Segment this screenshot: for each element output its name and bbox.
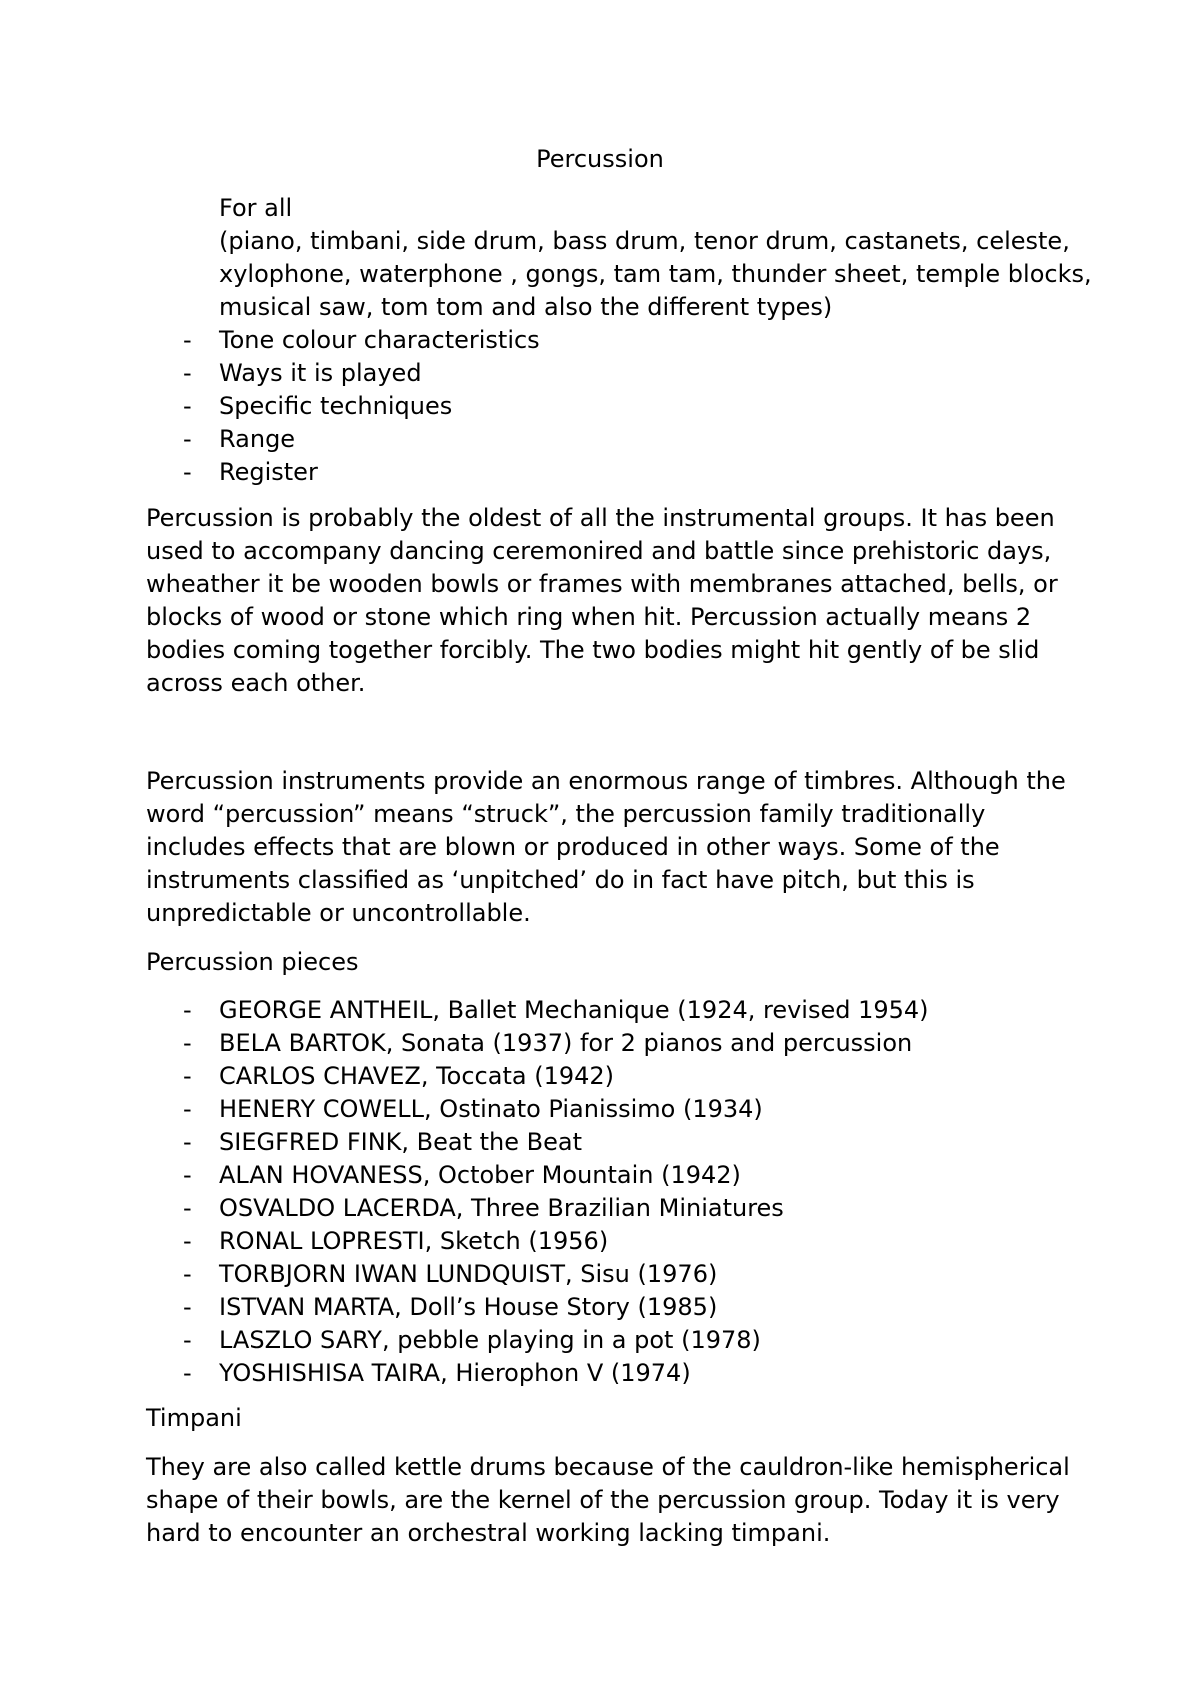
list-item-text: Tone colour characteristics — [219, 326, 540, 354]
list-item — [0, 456, 1200, 489]
list-item — [0, 1225, 1200, 1258]
percussion-pieces-list — [0, 994, 1200, 1390]
for-all-block — [219, 192, 1099, 324]
list-item — [0, 1258, 1200, 1291]
bullet-dash: - — [183, 996, 192, 1024]
list-item-text: OSVALDO LACERDA, Three Brazilian Miniatures — [219, 1194, 784, 1222]
timpani-heading: Timpani — [146, 1404, 242, 1432]
bullet-dash: - — [183, 1227, 192, 1255]
document-title: Percussion — [536, 145, 664, 173]
bullet-dash: - — [183, 359, 192, 387]
list-item — [0, 1324, 1200, 1357]
bullet-dash: - — [183, 1260, 192, 1288]
list-item-text: ISTVAN MARTA, Doll’s House Story (1985) — [219, 1293, 718, 1321]
bullet-dash: - — [183, 1095, 192, 1123]
list-item — [0, 1291, 1200, 1324]
list-item-text: GEORGE ANTHEIL, Ballet Mechanique (1924, revised 1954) — [219, 996, 929, 1024]
list-item — [0, 1060, 1200, 1093]
list-item — [0, 1159, 1200, 1192]
list-item-text: SIEGFRED FINK, Beat the Beat — [219, 1128, 582, 1156]
list-item — [0, 994, 1200, 1027]
list-item-text: LASZLO SARY, pebble playing in a pot (1978) — [219, 1326, 761, 1354]
list-item-text: HENERY COWELL, Ostinato Pianissimo (1934) — [219, 1095, 763, 1123]
bullet-dash: - — [183, 1194, 192, 1222]
list-item — [0, 390, 1200, 423]
list-item-text: CARLOS CHAVEZ, Toccata (1942) — [219, 1062, 615, 1090]
for-all-heading: For all — [219, 194, 293, 222]
bullet-dash: - — [183, 1029, 192, 1057]
paragraph-history: Percussion is probably the oldest of all the instrumental groups. It has been used to accompany dancing ceremonired and battle since prehistoric days, wheather it be wooden bowls or frames with membranes attached, bells, or blocks of wood or stone which ring when hit. Percussion actually means 2 bodies coming together forcibly. The two bodies might hit gently of be slid across each other. — [146, 504, 1058, 697]
bullet-dash: - — [183, 326, 192, 354]
list-item — [0, 357, 1200, 390]
list-item-text: Specific techniques — [219, 392, 453, 420]
paragraph-timpani: They are also called kettle drums because of the cauldron-like hemispherical shape of their bowls, are the kernel of the percussion group. Today it is very hard to encounter an orchestral working lacking timpani. — [146, 1453, 1070, 1547]
list-item-text: Ways it is played — [219, 359, 422, 387]
bullet-dash: - — [183, 1161, 192, 1189]
bullet-dash: - — [183, 1359, 192, 1387]
list-item-text: ALAN HOVANESS, October Mountain (1942) — [219, 1161, 741, 1189]
bullet-dash: - — [183, 1293, 192, 1321]
list-item — [0, 1027, 1200, 1060]
bullet-dash: - — [183, 392, 192, 420]
list-item — [0, 423, 1200, 456]
list-item — [0, 1192, 1200, 1225]
bullet-dash: - — [183, 425, 192, 453]
list-item-text: Register — [219, 458, 318, 486]
list-item — [0, 1126, 1200, 1159]
list-item-text: RONAL LOPRESTI, Sketch (1956) — [219, 1227, 609, 1255]
list-item-text: YOSHISHISA TAIRA, Hierophon V (1974) — [219, 1359, 691, 1387]
list-item — [0, 1093, 1200, 1126]
bullet-dash: - — [183, 1326, 192, 1354]
list-item — [0, 324, 1200, 357]
list-item-text: Range — [219, 425, 296, 453]
percussion-pieces-heading: Percussion pieces — [146, 948, 359, 976]
characteristics-list — [0, 324, 1200, 489]
bullet-dash: - — [183, 1062, 192, 1090]
list-item — [0, 1357, 1200, 1390]
list-item-text: BELA BARTOK, Sonata (1937) for 2 pianos and percussion — [219, 1029, 913, 1057]
bullet-dash: - — [183, 1128, 192, 1156]
bullet-dash: - — [183, 458, 192, 486]
list-item-text: TORBJORN IWAN LUNDQUIST, Sisu (1976) — [219, 1260, 718, 1288]
paragraph-timbres: Percussion instruments provide an enormous range of timbres. Although the word “percussion” means “struck”, the percussion family traditionally includes effects that are blown or produced in other ways. Some of the instruments classified as ‘unpitched’ do in fact have pitch, but this is unpredictable or uncontrollable. — [146, 767, 1066, 927]
instrument-list-text: (piano, timbani, side drum, bass drum, tenor drum, castanets, celeste, xylophone, waterphone , gongs, tam tam, thunder sheet, temple blocks, musical saw, tom tom and also the different types) — [219, 227, 1092, 321]
